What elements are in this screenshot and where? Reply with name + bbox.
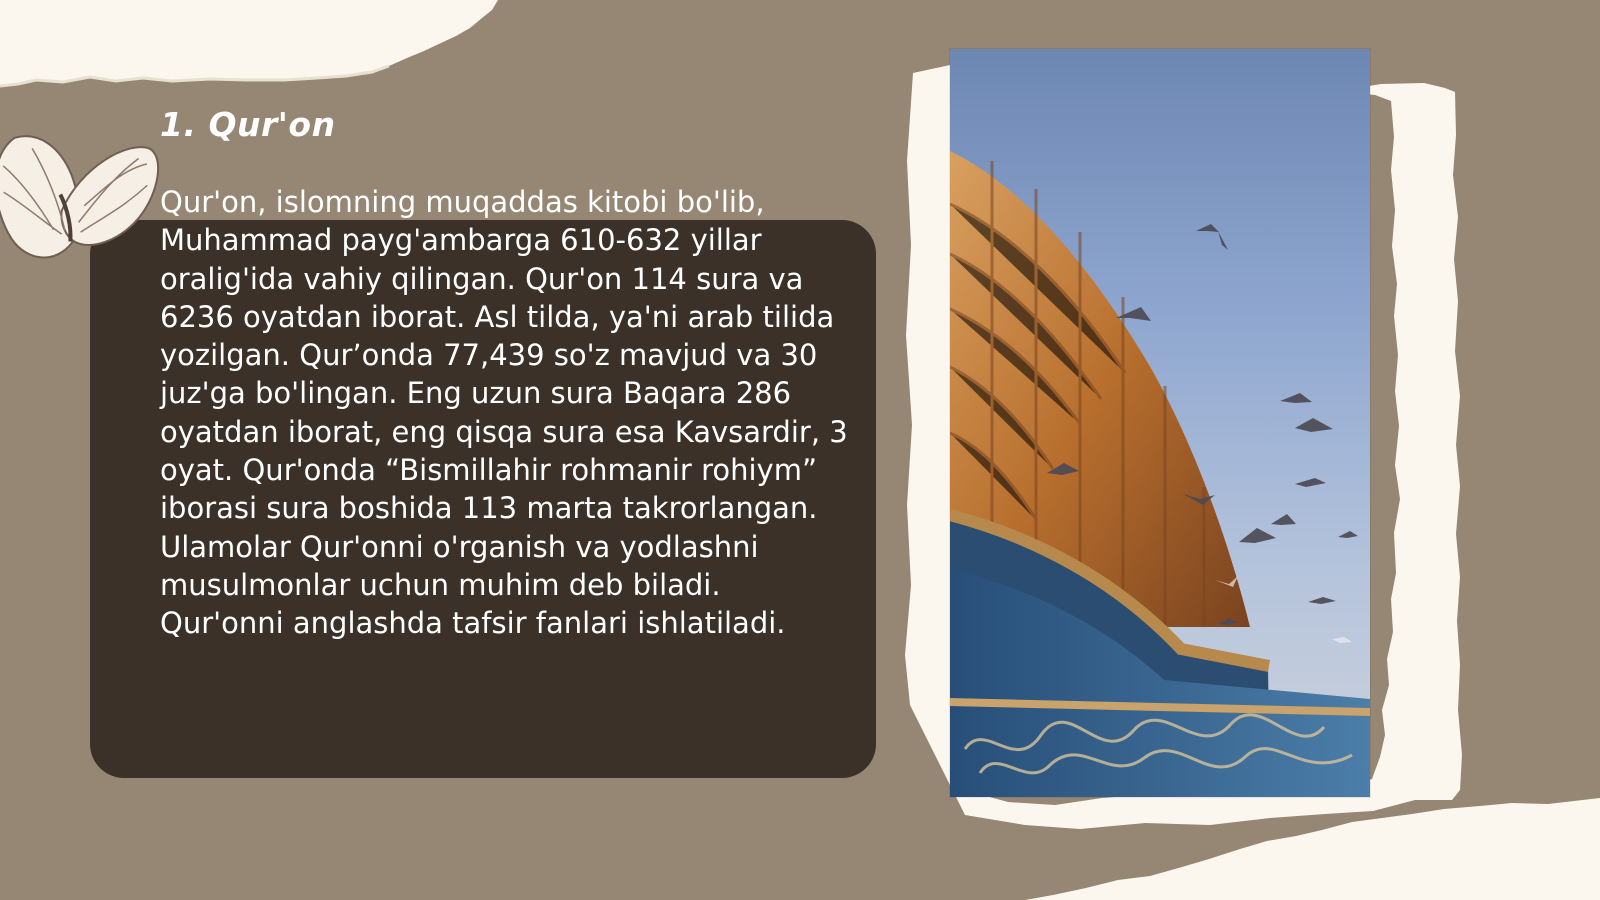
slide-title: 1. Qur'on [160,105,336,144]
golden-dome-with-birds-image [950,49,1370,797]
butterfly-icon [0,106,172,276]
slide-body-text: Qur'on, islomning muqaddas kitobi bo'lib, Muhammad payg'ambarga 610-632 yillar oralig'ida vahiy qilingan. Qur'on 114 sura va 6236 oyatdan iborat. Asl tilda, ya'ni arab tilida yozilgan. Qur’onda 77,439 so'z mavjud va 30 juz'ga bo'lingan. Eng uzun sura Baqara 286 oyatdan iborat, eng qisqa sura esa Kavsardir, 3 oyat. Qur'onda “Bismillahir rohmanir rohiym” iborasi sura boshida 113 marta takrorlangan. Ulamolar Qur'onni o'rganish va yodlashni musulmonlar uchun muhim deb biladi. Qur'onni anglashda tafsir fanlari ishlatiladi. [160,185,848,641]
